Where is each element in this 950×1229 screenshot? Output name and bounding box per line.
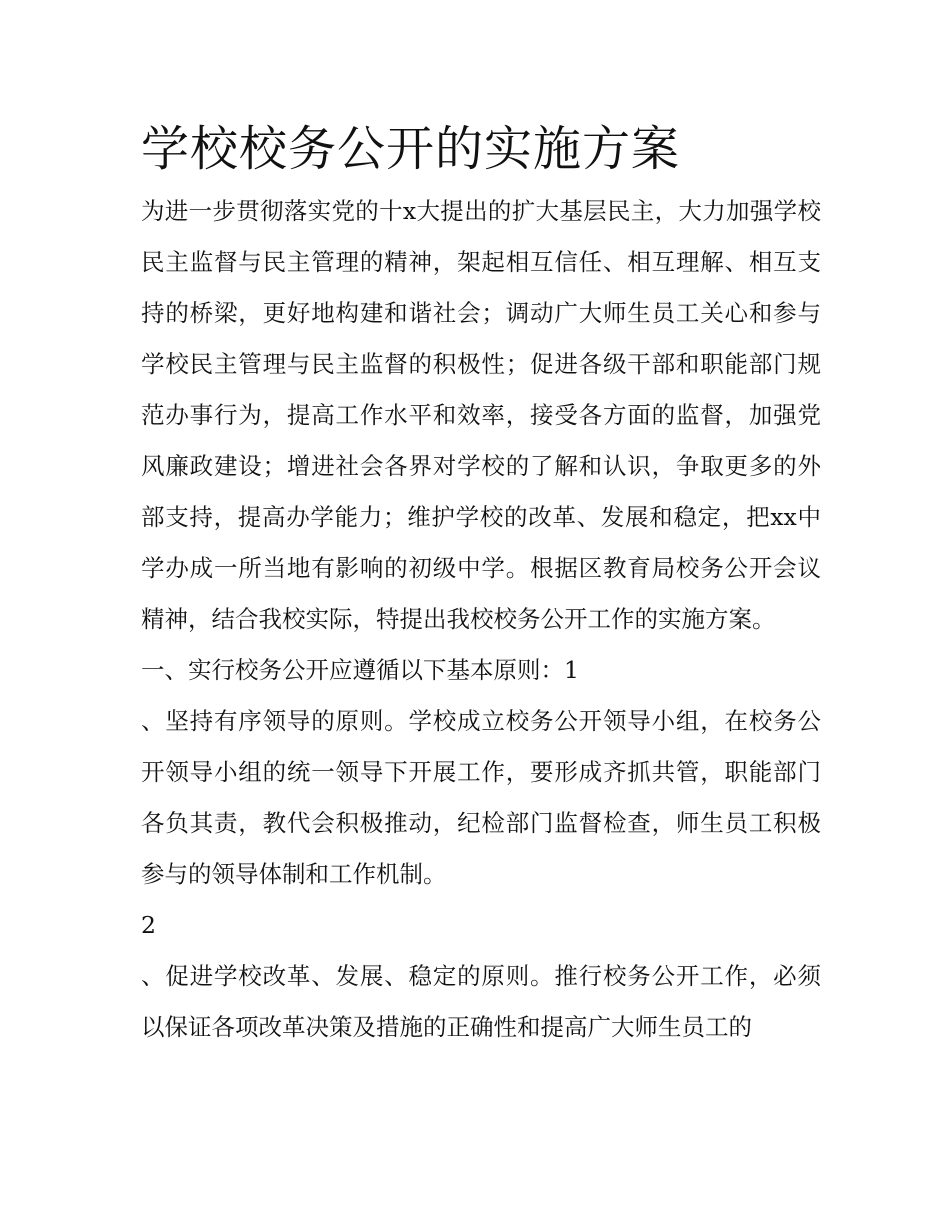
document-body <box>141 118 821 1053</box>
principle-2-number: 2 <box>141 911 156 939</box>
principle-2-paragraph: 、促进学校改革、发展、稳定的原则。推行校务公开工作，必须以保证各项改革决策及措施的正确性和提高广大师生员工的 <box>141 962 821 1041</box>
document-title: 学校校务公开的实施方案 <box>141 121 681 177</box>
section-heading-principles: 一、实行校务公开应遵循以下基本原则：1 <box>141 656 579 684</box>
principle-1-paragraph: 、坚持有序领导的原则。学校成立校务公开领导小组，在校务公开领导小组的统一领导下开展工作，要形成齐抓共管，职能部门各负其责，教代会积极推动，纪检部门监督检查，师生员工积极参与的领导体制和工作机制。 <box>141 707 821 888</box>
intro-paragraph: 为进一步贯彻落实党的十x大提出的扩大基层民主，大力加强学校民主监督与民主管理的精神，架起相互信任、相互理解、相互支持的桥梁，更好地构建和谐社会；调动广大师生员工关心和参与学校民主管理与民主监督的积极性；促进各级干部和职能部门规范办事行为，提高工作水平和效率，接受各方面的监督，加强党风廉政建设；增进社会各界对学校的了解和认识，争取更多的外部支持，提高办学能力；维护学校的改革、发展和稳定，把xx中学办成一所当地有影响的初级中学。根据区教育局校务公开会议精神，结合我校实际，特提出我校校务公开工作的实施方案。 <box>141 197 821 633</box>
